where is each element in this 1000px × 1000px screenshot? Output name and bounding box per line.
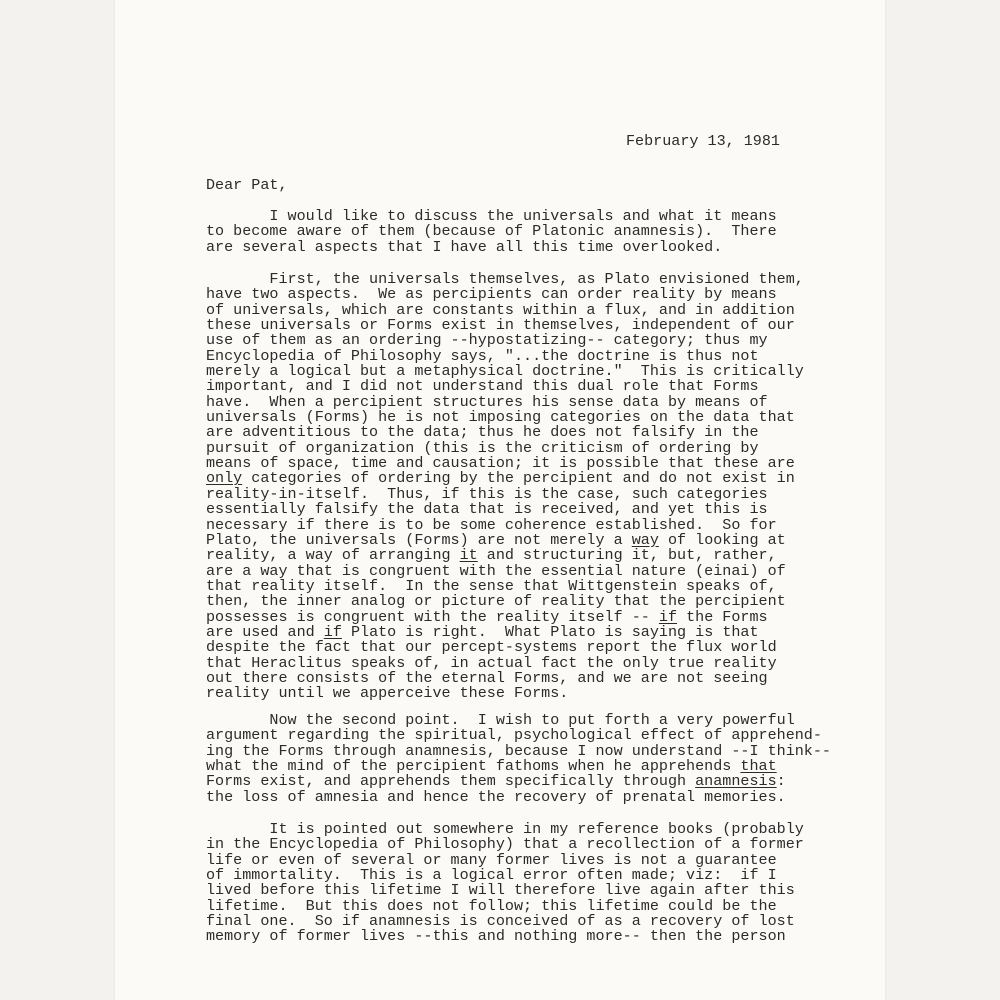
letter-line: pursuit of organization (this is the criticism of ordering by	[206, 438, 759, 457]
letter-line: merely a logical but a metaphysical doctrine." This is critically	[206, 362, 804, 381]
letter-line: the loss of amnesia and hence the recovery of prenatal memories.	[206, 787, 786, 806]
letter-line: that reality itself. In the sense that Wittgenstein speaks of,	[206, 576, 777, 595]
paragraph-3	[206, 713, 831, 805]
underlined-word: if	[323, 622, 342, 641]
letter-line: of universals, which are constants within a flux, and in addition	[206, 300, 795, 319]
paragraph-2	[206, 272, 804, 702]
underlined-word: that	[740, 757, 777, 776]
letter-line: these universals or Forms exist in themselves, independent of our	[206, 316, 795, 335]
letter-line: Plato, the universals (Forms) are not merely a way of looking at	[206, 530, 786, 549]
letter-line: possesses is congruent with the reality itself -- if the Forms	[206, 607, 768, 626]
letter-line: despite the fact that our percept-systems report the flux world	[206, 638, 777, 657]
letter-line: important, and I did not understand this dual role that Forms	[206, 377, 759, 396]
letter-salutation: Dear Pat,	[206, 176, 288, 194]
letter-line: what the mind of the percipient fathoms when he apprehends that	[206, 757, 777, 776]
letter-line: reality, a way of arranging it and structuring it, but, rather,	[206, 546, 777, 565]
letter-line: use of them as an ordering --hypostatizing-- category; thus my	[206, 331, 768, 350]
underlined-word: anamnesis	[695, 772, 777, 791]
letter-line: reality until we apperceive these Forms.	[206, 684, 569, 703]
paragraph-1	[206, 209, 777, 255]
letter-line: are several aspects that I have all this time overlooked.	[206, 237, 723, 256]
letter-line: lifetime. But this does not follow; this lifetime could be the	[206, 896, 777, 915]
letter-line: reality-in-itself. Thus, if this is the case, such categories	[206, 484, 768, 503]
letter-line: Now the second point. I wish to put forth a very powerful	[206, 711, 795, 729]
letter-line: that Heraclitus speaks of, in actual fact the only true reality	[206, 653, 777, 672]
letter-date: February 13, 1981	[626, 132, 780, 150]
letter-line: necessary if there is to be some coherence established. So for	[206, 515, 777, 534]
underlined-word: only	[206, 469, 243, 488]
letter-line: have two aspects. We as percipients can order reality by means	[206, 285, 777, 304]
letter-line: Encyclopedia of Philosophy says, "...the doctrine is thus not	[206, 346, 759, 365]
letter-line: final one. So if anamnesis is conceived of as a recovery of lost	[206, 912, 795, 931]
letter-line: ing the Forms through anamnesis, because I now understand --I think--	[206, 741, 831, 760]
underlined-word: it	[459, 546, 478, 565]
letter-line: I would like to discuss the universals and what it means	[206, 207, 777, 225]
letter-line: essentially falsify the data that is received, and yet this is	[206, 500, 768, 519]
letter-line: have. When a percipient structures his sense data by means of	[206, 392, 768, 411]
underlined-word: way	[631, 530, 659, 549]
letter-line: argument regarding the spiritual, psychological effect of apprehend-	[206, 726, 822, 745]
letter-line: only categories of ordering by the percipient and do not exist in	[206, 469, 795, 488]
letter-line: life or even of several or many former lives is not a guarantee	[206, 850, 777, 869]
letter-line: universals (Forms) he is not imposing categories on the data that	[206, 408, 795, 427]
letter-line: are a way that is congruent with the essential nature (einai) of	[206, 561, 786, 580]
letter-line: then, the inner analog or picture of reality that the percipient	[206, 592, 786, 611]
letter-line: Forms exist, and apprehends them specifically through anamnesis:	[206, 772, 786, 791]
letter-line: First, the universals themselves, as Plato envisioned them,	[206, 270, 804, 288]
letter-line: It is pointed out somewhere in my reference books (probably	[206, 820, 804, 838]
letter-line: to become aware of them (because of Platonic anamnesis). There	[206, 222, 777, 241]
letter-line: lived before this lifetime I will therefore live again after this	[206, 881, 795, 900]
letter-line: are adventitious to the data; thus he does not falsify in the	[206, 423, 759, 442]
letter-line: out there consists of the eternal Forms, and we are not seeing	[206, 668, 768, 687]
letter-line: of immortality. This is a logical error often made; viz: if I	[206, 866, 777, 885]
letter-line: in the Encyclopedia of Philosophy) that a recollection of a former	[206, 835, 804, 854]
letter-line: means of space, time and causation; it is possible that these are	[206, 454, 795, 473]
letter-line: memory of former lives --this and nothing more-- then the person	[206, 927, 786, 946]
underlined-word: if	[658, 607, 678, 626]
letter-line: are used and if Plato is right. What Plato is saying is that	[206, 622, 759, 641]
paragraph-4	[206, 822, 804, 945]
